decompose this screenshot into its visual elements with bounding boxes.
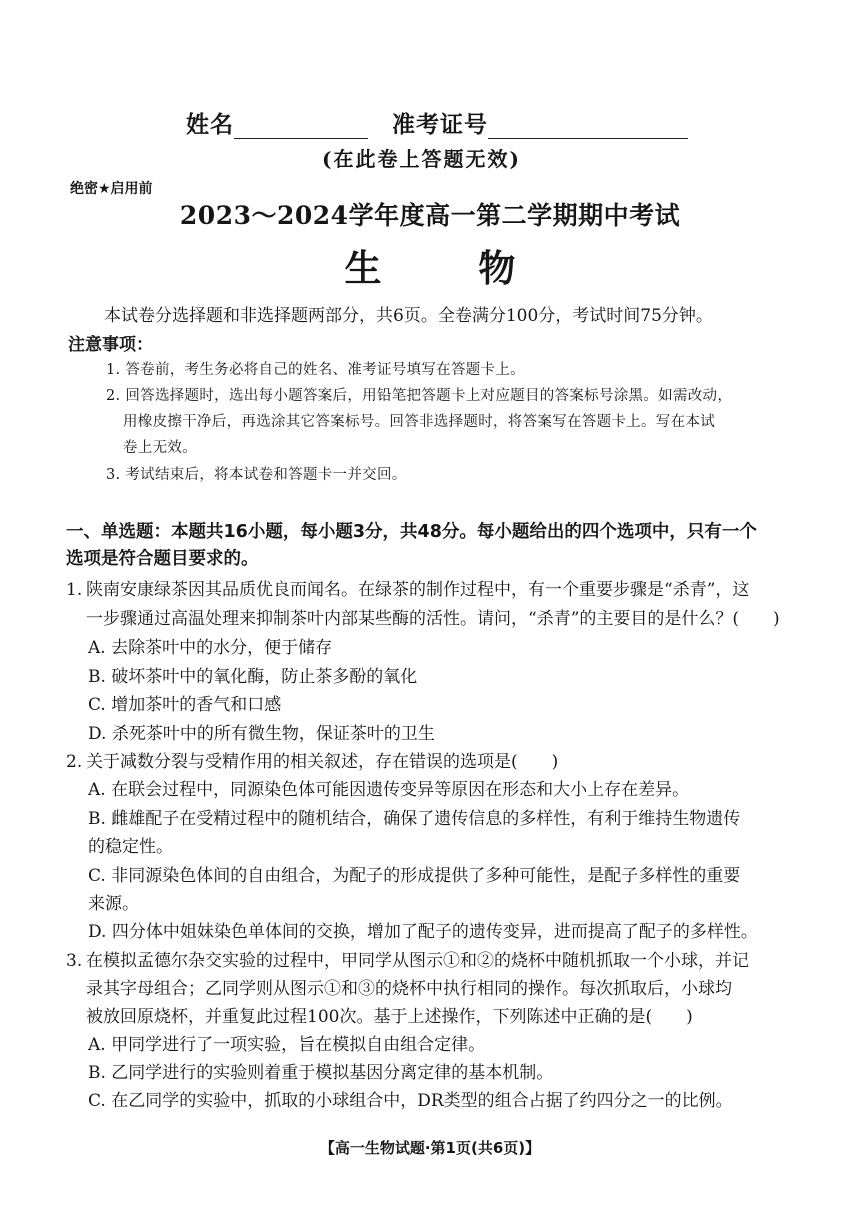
option-c: C. 非同源染色体间的自由组合，为配子的形成提供了多种可能性，是配子多样性的重要 [88,866,741,886]
question-number: 3. [66,951,83,971]
exam-title: 2023～2024学年度高一第二学期期中考试 [179,201,681,230]
question-number: 1. [66,580,83,600]
name-label: 姓名 [186,111,234,138]
question-1-stem [66,575,749,600]
question-line: 录其字母组合；乙同学则从图示①和③的烧杯中执行相同的操作。每次抓取后，小球均 [86,979,732,999]
exam-id-label: 准考证号 [392,111,488,138]
invalid-note: (在此卷上答题无效) [322,147,521,171]
section-heading: 选项是符合题目要求的。 [66,549,259,569]
option-a: A. 在联会过程中，同源染色体可能因遗传变异等原因在形态和大小上存在差异。 [88,780,690,800]
question-line: 一步骤通过高温处理来抑制茶叶内部某些酶的活性。请问，“杀青”的主要目的是什么？( ) [86,609,780,629]
question-line: 被放回原烧杯，并重复此过程100次。基于上述操作，下列陈述中正确的是( ) [86,1007,693,1027]
option-b: B. 乙同学进行的实验则着重于模拟基因分离定律的基本机制。 [88,1063,554,1083]
option-c: C. 增加茶叶的香气和口感 [88,695,282,715]
option-d: D. 杀死茶叶中的所有微生物，保证茶叶的卫生 [88,724,435,744]
subject-title: 生 物 [344,247,558,290]
question-3-stem [66,946,749,971]
secret-mark: 绝密★启用前 [70,181,153,197]
exam-id-blank [488,114,688,139]
notice-heading: 注意事项： [68,335,153,355]
name-blank [234,114,368,139]
question-line: 关于减数分裂与受精作用的相关叙述，存在错误的选项是( ) [86,752,559,772]
question-2-stem [66,747,558,772]
option-b: B. 雌雄配子在受精过程中的随机结合，确保了遗传信息的多样性，有利于维持生物遗传 [88,809,741,829]
notice-item: 2. 回答选择题时，选出每小题答案后，用铅笔把答题卡上对应题目的答案标号涂黑。如需改动， [106,388,733,404]
notice-item: 卷上无效。 [123,440,197,456]
section-heading: 一、单选题：本题共16小题，每小题3分，共48分。每小题给出的四个选项中，只有一个 [66,522,757,542]
option-d: D. 四分体中姐妹染色单体间的交换，增加了配子的遗传变异，进而提高了配子的多样性。 [88,922,758,942]
option-b: B. 破坏茶叶中的氧化酶，防止茶多酚的氧化 [88,667,418,687]
name-examid-row [186,106,688,139]
option-a: A. 去除茶叶中的水分，便于储存 [88,638,333,658]
option-b-cont: 的稳定性。 [88,837,173,857]
question-line: 在模拟孟德尔杂交实验的过程中，甲同学从图示①和②的烧杯中随机抓取一个小球，并记 [86,951,749,971]
question-line: 陕南安康绿茶因其品质优良而闻名。在绿茶的制作过程中，有一个重要步骤是“杀青”，这 [86,580,750,600]
option-c-cont: 来源。 [88,894,139,914]
option-a: A. 甲同学进行了一项实验，旨在模拟自由组合定律。 [88,1035,486,1055]
notice-item: 用橡皮擦干净后，再选涂其它答案标号。回答非选择题时，将答案写在答题卡上。写在本试 [123,414,715,430]
option-c: C. 在乙同学的实验中，抓取的小球组合中，DR类型的组合占据了约四分之一的比例。 [88,1091,733,1111]
notice-item: 3. 考试结束后，将本试卷和答题卡一并交回。 [106,467,407,483]
question-number: 2. [66,752,83,772]
page-footer: 【高一生物试题·第1页(共6页)】 [319,1139,541,1157]
intro-text: 本试卷分选择题和非选择题两部分，共6页。全卷满分100分，考试时间75分钟。 [104,306,713,326]
notice-item: 1. 答卷前，考生务必将自己的姓名、准考证号填写在答题卡上。 [106,362,525,378]
